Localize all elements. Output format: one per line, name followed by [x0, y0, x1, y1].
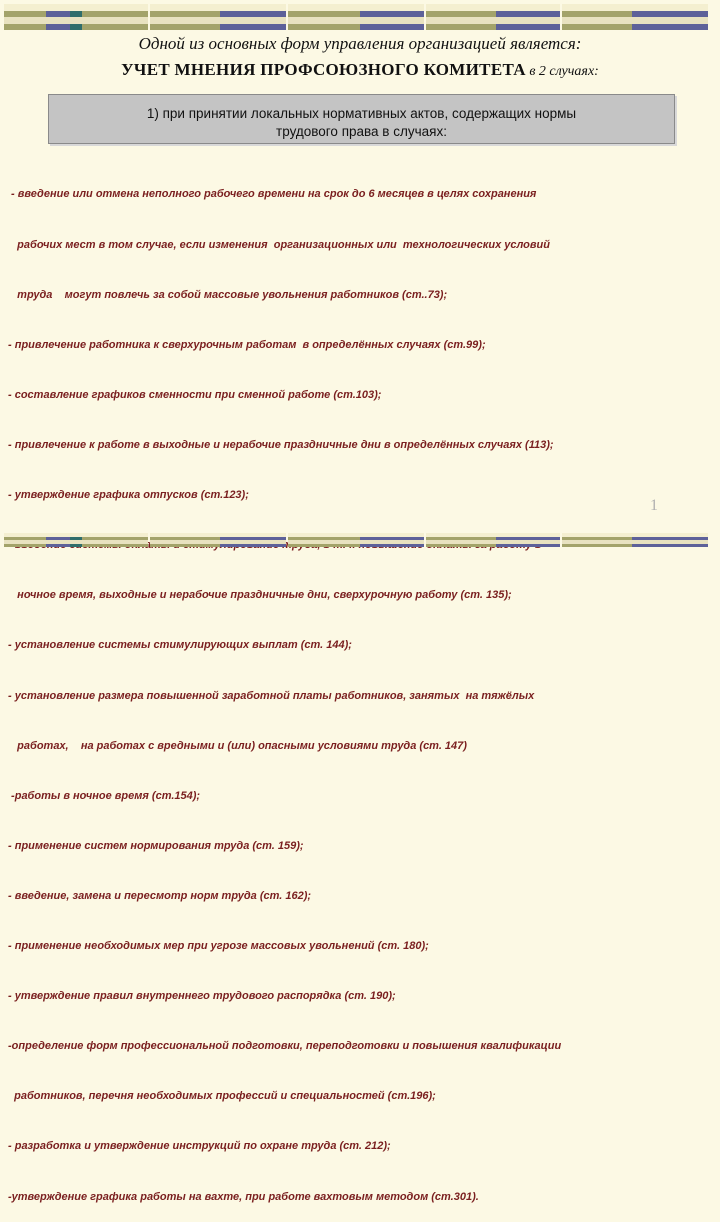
list-item: - утверждение графика отпусков (ст.123);	[8, 489, 249, 502]
slide-title-main: УЧЕТ МНЕНИЯ ПРОФСОЮЗНОГО КОМИТЕТА	[121, 60, 526, 79]
list-item: - утверждение правил внутреннего трудового распорядка (ст. 190);	[8, 990, 396, 1003]
list-item: - привлечение к работе в выходные и нерабочие праздничные дни в определённых случаях (113);	[8, 438, 554, 451]
stripe-block	[70, 4, 82, 30]
stripe-block	[562, 533, 632, 547]
stripe-block	[70, 533, 82, 547]
list-item: ночное время, выходные и нерабочие праздничные дни, сверхурочную работу (ст. 135);	[8, 589, 512, 602]
list-item: -определение форм профессиональной подготовки, переподготовки и повышения квалификации	[8, 1040, 562, 1053]
stripe-block	[496, 533, 560, 547]
list-item: - применение необходимых мер при угрозе массовых увольнений (ст. 180);	[8, 940, 429, 953]
list-item: - установление размера повышенной заработной платы работников, занятых на тяжёлых	[8, 689, 535, 702]
stripe-block	[46, 4, 70, 30]
list-item: труда могут повлечь за собой массовые увольнения работников (ст..73);	[8, 288, 448, 301]
stripe-block	[632, 4, 708, 30]
list-item: -утверждение графика работы на вахте, при работе вахтовым методом (ст.301).	[8, 1190, 479, 1203]
list-item: - разработка и утверждение инструкций по охране труда (ст. 212);	[8, 1140, 391, 1153]
stripe-block	[82, 533, 148, 547]
slide-subtitle: Одной из основных форм управления организацией является:	[138, 34, 582, 53]
list-item: - введение или отмена неполного рабочего времени на срок до 6 месяцев в целях сохранения	[8, 188, 537, 201]
case-list	[8, 153, 713, 1222]
list-item: - привлечение работника к сверхурочным работам в определённых случаях (ст.99);	[8, 338, 486, 351]
page-number: 1	[650, 497, 658, 514]
case-box-line-2: трудового права в случаях:	[276, 124, 447, 139]
case-box-line-1: 1) при принятии локальных нормативных актов, содержащих нормы	[146, 106, 577, 121]
list-item: работах, на работах с вредными и (или) опасными условиями труда (ст. 147)	[8, 739, 467, 752]
slide-title	[0, 60, 720, 80]
stripe-block	[4, 4, 46, 30]
stripe-block	[220, 533, 286, 547]
list-item: - установление системы стимулирующих выплат (ст. 144);	[8, 639, 352, 652]
list-item: -работы в ночное время (ст.154);	[8, 789, 201, 802]
stripe-block	[360, 533, 424, 547]
list-item: - введение, замена и пересмотр норм труда (ст. 162);	[8, 889, 312, 902]
stripe-block	[426, 4, 496, 30]
stripe-block	[288, 4, 360, 30]
list-item: работников, перечня необходимых профессий и специальностей (ст.196);	[8, 1090, 436, 1103]
list-item: рабочих мест в том случае, если изменения организационных или технологических условий	[8, 238, 550, 251]
stripe-block	[220, 4, 286, 30]
stripe-block	[4, 533, 46, 547]
top-decorative-stripe	[0, 4, 720, 30]
stripe-block	[562, 4, 632, 30]
case-box	[48, 94, 675, 144]
stripe-block	[288, 533, 360, 547]
stripe-block	[426, 533, 496, 547]
slide-title-tail: в 2 случаях:	[525, 64, 599, 79]
stripe-block	[632, 533, 708, 547]
stripe-block	[150, 533, 220, 547]
stripe-block	[46, 533, 70, 547]
stripe-block	[150, 4, 220, 30]
stripe-block	[82, 4, 148, 30]
stripe-block	[360, 4, 424, 30]
stripe-block	[496, 4, 560, 30]
bottom-decorative-stripe	[0, 533, 720, 547]
list-item: - применение систем нормирования труда (ст. 159);	[8, 839, 304, 852]
list-item: - составление графиков сменности при сменной работе (ст.103);	[8, 388, 382, 401]
